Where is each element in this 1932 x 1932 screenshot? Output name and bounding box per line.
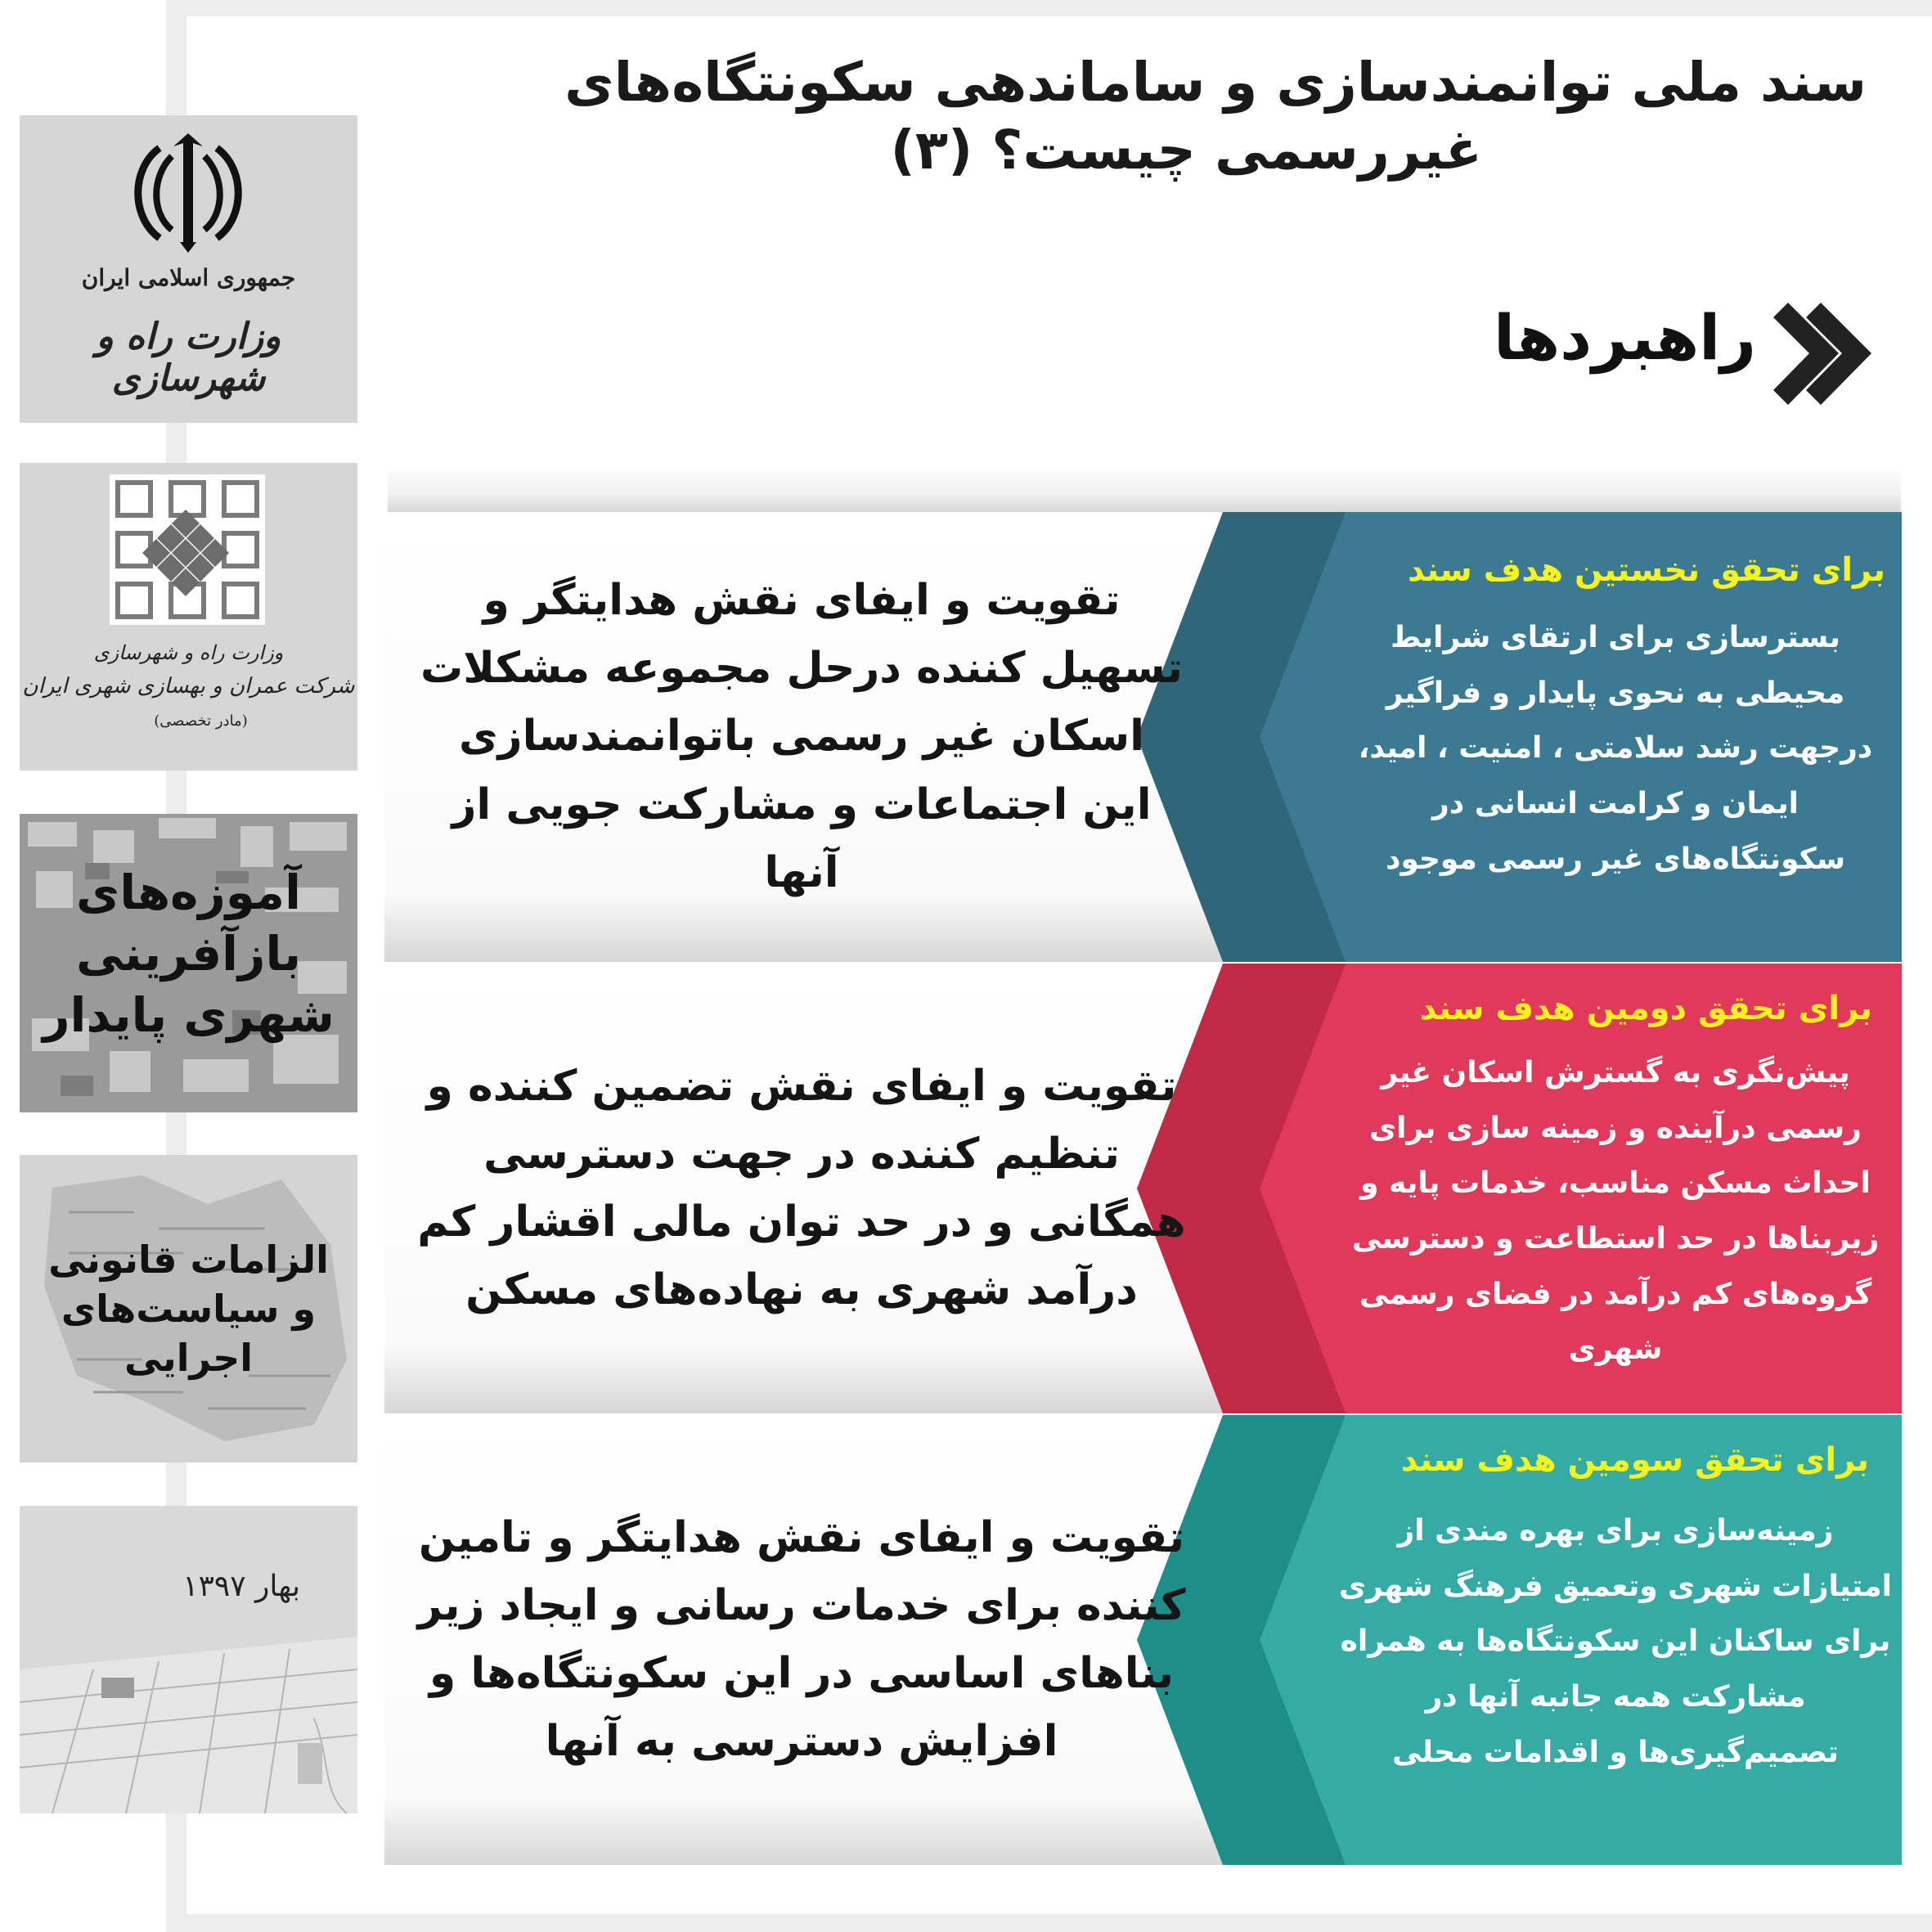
goal-box-1 — [1337, 512, 1902, 962]
double-chevron-icon — [1773, 303, 1871, 405]
goal-box-2 — [1337, 964, 1902, 1413]
regeneration-line3: شهری پایدار — [43, 987, 335, 1043]
company-ministry-text: وزارت راه و شهرسازی — [93, 641, 284, 664]
ministry-name-text: وزارت راه و شهرسازی — [96, 316, 281, 399]
regeneration-line1: آموزه‌های — [76, 865, 301, 920]
goal-body-3: زمینه‌سازی برای بهره مندی از امتیازات شهری وتعمیق فرهنگ شهری برای ساکنان این سکونتگاه‌ها به همراه مشارکت همه جانبه آنها در تصمیم‌گیری‌ها و اقدامات محلی — [1338, 1514, 1892, 1769]
strategy-row-1 — [384, 512, 1902, 962]
ministry-logo-tile — [20, 115, 357, 423]
page-title — [394, 49, 1867, 184]
strategy-row-3 — [384, 1415, 1902, 1865]
season-tile — [20, 1506, 357, 1813]
ministry-country-text: جمهوری اسلامی ایران — [81, 264, 296, 291]
page-title-line2: غیررسمی چیست؟ (۳) — [890, 118, 1482, 182]
strategy-text-3: تقویت و ایفای نقش هدایتگر و تامین کننده برای خدمات رسانی و ایجاد زیر بناهای اساسی در این سکونتگاه‌ها و افزایش دسترسی به آنها — [417, 1512, 1186, 1767]
legal-line3: اجرایی — [124, 1336, 254, 1380]
strategy-text-2: تقویت و ایفای نقش تضمین کننده و تنظیم کننده در جهت دسترسی همگانی و در حد توان مالی اقشار کم درآمد شهری به نهاده‌های مسکن — [417, 1061, 1186, 1315]
section-heading: راهبردها — [1493, 301, 1756, 374]
rows-top-shadow — [388, 466, 1901, 512]
goal-heading-1: برای تحقق نخستین هدف سند — [1408, 551, 1885, 589]
goal-body-2: پیش‌نگری به گسترش اسکان غیر رسمی درآینده و زمینه سازی برای احداث مسکن مناسب، خدمات پایه و زیربناها در حد استطاعت و دسترسی گروه‌های کم درآمد در فضای رسمی شهری — [1351, 1056, 1880, 1367]
city-plan-texture — [20, 1637, 357, 1813]
regeneration-tile — [20, 814, 357, 1112]
strategy-row-2 — [384, 964, 1902, 1413]
iran-emblem-icon — [123, 132, 254, 254]
company-logo-icon — [110, 474, 265, 625]
legal-line1: الزامات قانونی — [48, 1238, 329, 1282]
page-title-line1: سند ملی توانمندسازی و ساماندهی سکونتگاه‌های — [564, 51, 1867, 114]
goal-heading-3: برای تحقق سومین هدف سند — [1400, 1441, 1869, 1479]
regeneration-line2: بازآفرینی — [75, 926, 302, 982]
strategy-text-1: تقویت و ایفای نقش هدایتگر و تسهیل کننده درحل مجموعه مشکلات اسکان غیر رسمی باتوانمندسازی این اجتماعات و مشارکت جویی از آنها — [420, 576, 1184, 897]
goal-box-3 — [1337, 1415, 1902, 1865]
legal-tile — [20, 1155, 357, 1462]
goal-body-1: بسترسازی برای ارتقای شرایط محیطی به نحوی پایدار و فراگیر درجهت رشد سلامتی ، امنیت ، امید، ایمان و کرامت انسانی در سکونتگاه‌های غیر رسمی موجود — [1358, 621, 1873, 876]
company-type-text: (مادر تخصصی) — [154, 712, 248, 730]
company-name-text: شرکت عمران و بهسازی شهری ایران — [22, 674, 355, 699]
season-date-text: بهار ۱۳۹۷ — [182, 1570, 300, 1603]
legal-line2: و سیاست‌های — [61, 1287, 317, 1331]
goal-heading-2: برای تحقق دومین هدف سند — [1419, 990, 1872, 1027]
company-logo-tile — [20, 463, 357, 771]
